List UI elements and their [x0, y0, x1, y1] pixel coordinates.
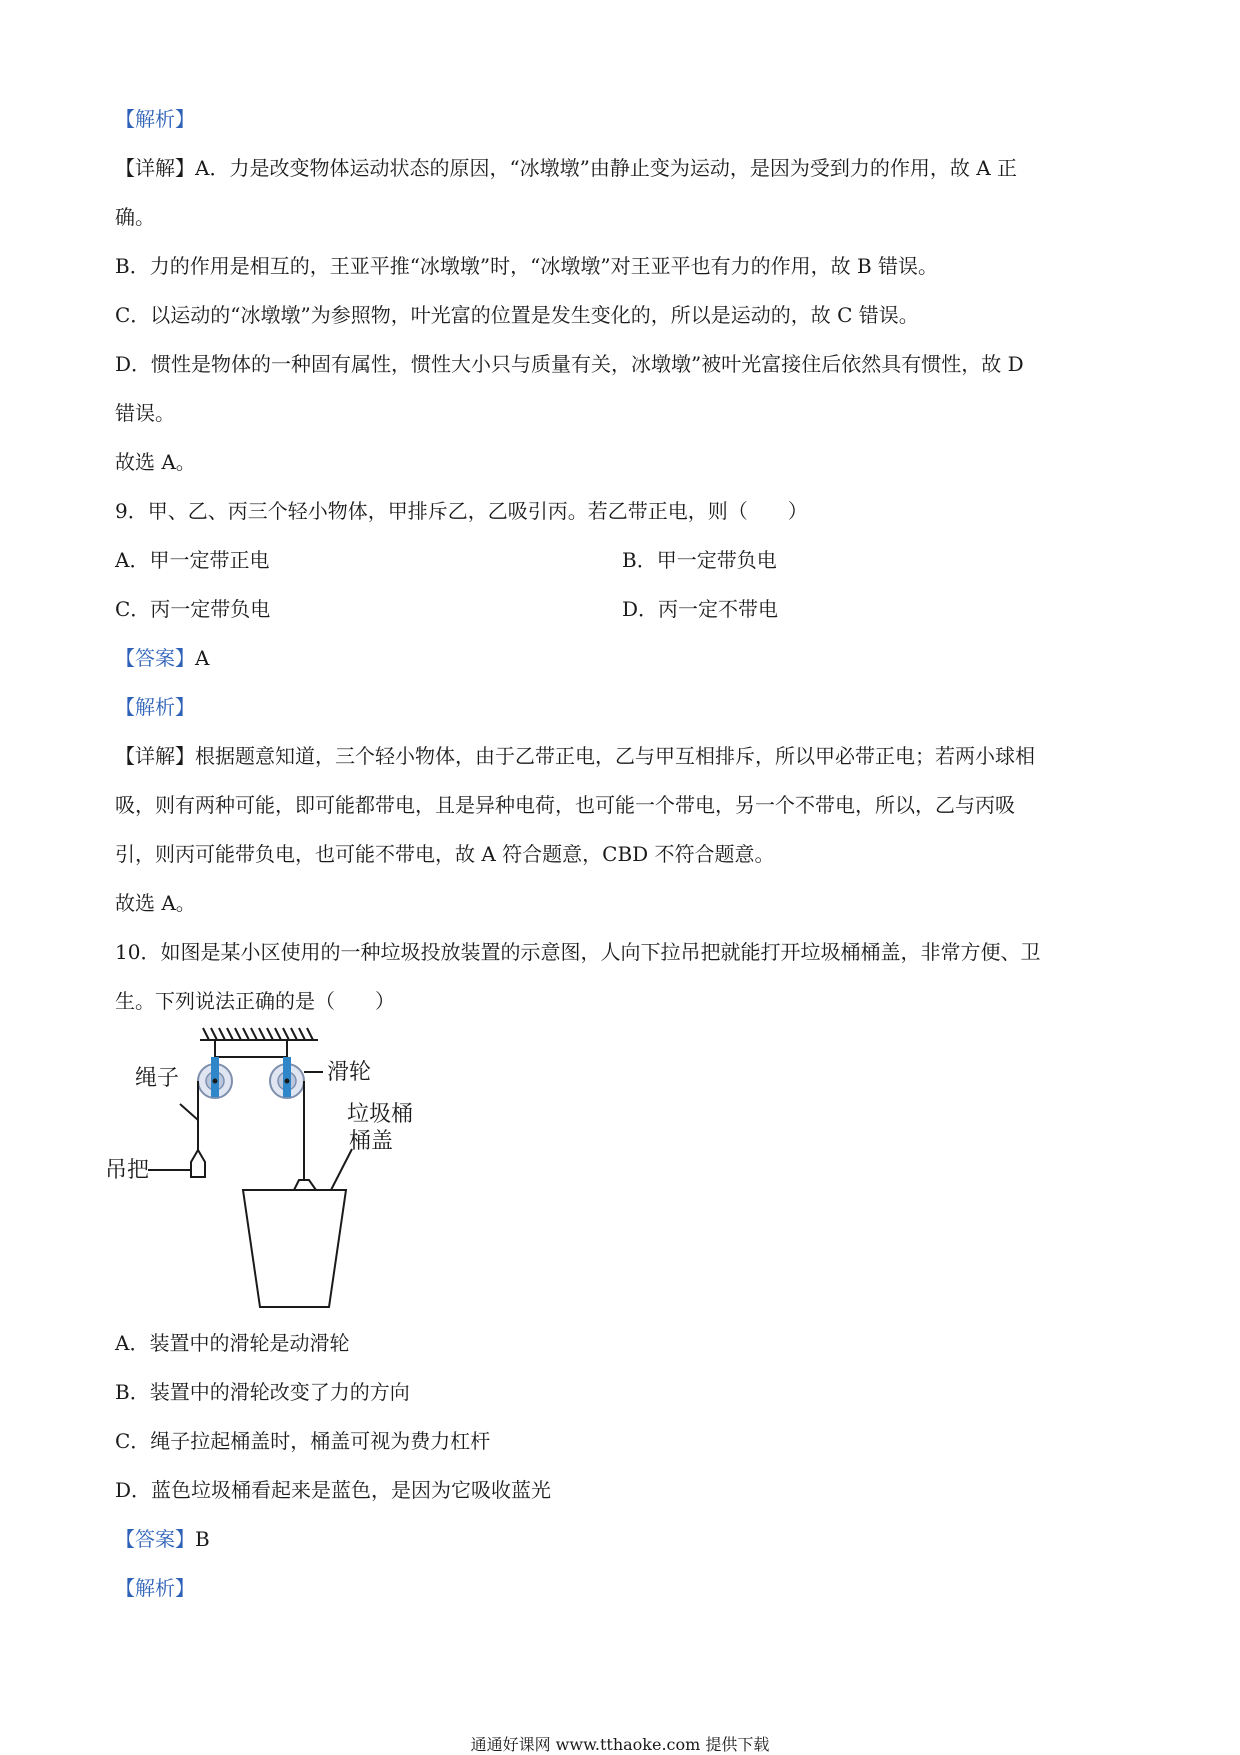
detail-line-4: C．以运动的“冰墩墩”为参照物，叶光富的位置是发生变化的，所以是运动的，故 C 错误。 — [115, 303, 919, 327]
q9-conclusion: 故选 A。 — [115, 891, 196, 915]
rope-pointer — [180, 1104, 198, 1120]
detail-line-3: B．力的作用是相互的，王亚平推“冰墩墩”时，“冰墩墩”对王亚平也有力的作用，故 B 错误。 — [115, 254, 939, 278]
detail-tag: 【详解】 — [115, 156, 195, 180]
q9-answer — [115, 645, 209, 671]
left-pulley — [198, 1057, 232, 1098]
q10-answer — [115, 1526, 210, 1552]
label-rope: 绳子 — [135, 1066, 180, 1091]
q10-answer-tag: 【答案】 — [115, 1527, 195, 1551]
q10-stem-1: 10．如图是某小区使用的一种垃圾投放装置的示意图，人向下拉吊把就能打开垃圾桶桶盖，非常方便、卫 — [115, 940, 1041, 964]
q10-analysis — [115, 1575, 195, 1601]
analysis-heading — [115, 106, 195, 132]
conclusion-line: 故选 A。 — [115, 450, 196, 474]
q9-option-d: D．丙一定不带电 — [622, 597, 779, 621]
q10-option-d: D．蓝色垃圾桶看起来是蓝色，是因为它吸收蓝光 — [115, 1478, 552, 1502]
detail-line-1 — [115, 155, 1017, 181]
label-handle: 吊把 — [105, 1158, 150, 1183]
q9-stem: 9．甲、乙、丙三个轻小物体，甲排斥乙，乙吸引丙。若乙带正电，则（ ） — [115, 499, 808, 523]
detail-line-6: 错误。 — [115, 401, 175, 425]
q10-option-c: C．绳子拉起桶盖时，桶盖可视为费力杠杆 — [115, 1429, 491, 1453]
q9-answer-tag: 【答案】 — [115, 646, 195, 670]
page-footer: 通通好课网 www.tthaoke.com 提供下载 — [470, 1735, 770, 1754]
pulley-support — [215, 1040, 287, 1057]
trash-bin — [243, 1149, 352, 1307]
q9-detail-2: 吸，则有两种可能，即可能都带电，且是异种电荷，也可能一个带电，另一个不带电，所以，乙与丙吸 — [115, 793, 1015, 817]
q9-detail-1 — [115, 743, 1035, 769]
q10-option-b: B．装置中的滑轮改变了力的方向 — [115, 1380, 410, 1404]
q10-analysis-tag: 【解析】 — [115, 1576, 195, 1600]
q10-option-a: A．装置中的滑轮是动滑轮 — [115, 1331, 350, 1355]
q9-analysis — [115, 694, 195, 720]
q10-stem-2: 生。下列说法正确的是（ ） — [115, 989, 395, 1013]
label-pulley: 滑轮 — [327, 1060, 372, 1085]
detail-text: A．力是改变物体运动状态的原因，“冰墩墩”由静止变为运动，是因为受到力的作用，故 A 正 — [195, 156, 1018, 180]
detail-line-5: D．惯性是物体的一种固有属性，惯性大小只与质量有关，冰墩墩”被叶光富接住后依然具有惯性，故 D — [115, 352, 1024, 376]
q9-analysis-tag: 【解析】 — [115, 695, 195, 719]
handle — [148, 1150, 205, 1177]
q9-option-a: A．甲一定带正电 — [115, 548, 270, 572]
label-lid-line1: 垃圾桶 — [347, 1102, 414, 1127]
q9-option-b: B．甲一定带负电 — [622, 548, 777, 572]
analysis-tag: 【解析】 — [115, 107, 195, 131]
q9-detail-tag: 【详解】 — [115, 744, 195, 768]
q9-option-c: C．丙一定带负电 — [115, 597, 271, 621]
ceiling — [200, 1028, 318, 1040]
q10-answer-value: B — [195, 1527, 210, 1551]
pulley-diagram — [105, 1022, 445, 1322]
right-pulley — [270, 1057, 304, 1098]
q9-answer-value: A — [195, 646, 210, 670]
q9-detail-3: 引，则丙可能带负电，也可能不带电，故 A 符合题意，CBD 不符合题意。 — [115, 842, 775, 866]
label-lid-line2: 桶盖 — [349, 1129, 394, 1154]
q9-detail-text: 根据题意知道，三个轻小物体，由于乙带正电，乙与甲互相排斥，所以甲必带正电；若两小球相 — [195, 744, 1035, 768]
detail-line-2: 确。 — [115, 205, 155, 229]
